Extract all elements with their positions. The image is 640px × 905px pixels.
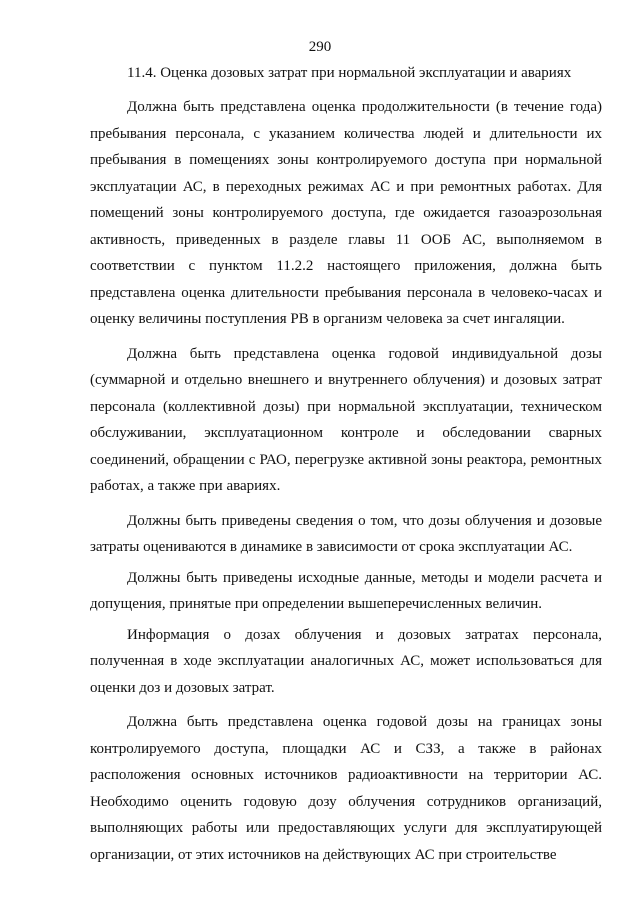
section-heading: 11.4. Оценка дозовых затрат при нормальной эксплуатации и авариях [127,65,572,81]
paragraph-analog-experience: Информация о дозах облучения и дозовых затратах персонала, полученная в ходе эксплуатации аналогичных АС, может использоваться для оценки доз и дозовых затрат. [90,626,602,696]
page-content [90,60,602,868]
paragraph-input-data: Должны быть приведены исходные данные, методы и модели расчета и допущения, принятые при определении вышеперечисленных величин. [90,569,602,612]
paragraph-dose-dynamics: Должны быть приведены сведения о том, что дозы облучения и дозовые затраты оцениваются в динамике в зависимости от срока эксплуатации АС. [90,512,602,555]
page-number: 290 [308,39,332,55]
paragraph-occupancy-estimate: Должна быть представлена оценка продолжительности (в течение года) пребывания персонала, с указанием количества людей и длительности их пребывания в помещениях зоны контролируемого доступа при нормальной эксплуатации АС, в переходных режимах АС и при ремонтных работах. Для помещений зоны контролируемого доступа, где ожидается газоаэрозольная активность, приведенных в разделе главы 11 ООБ АС, выполняемом в соответствии с пунктом 11.2.2 настоящего приложения, должна быть представлена оценка длительности пребывания персонала в человеко-часах и оценку величины поступления РВ в организм человека за счет ингаляции. [90,99,602,327]
paragraph-boundary-dose: Должна быть представлена оценка годовой дозы на границах зоны контролируемого доступа, площадки АС и СЗЗ, а также в районах расположения основных источников радиоактивности на территории АС. Необходимо оценить годовую дозу облучения сотрудников организаций, выполняющих работы или предоставляющих услуги для эксплуатирующей организации, от этих источников на действующих АС при строительстве [90,714,602,863]
paragraph-annual-dose: Должна быть представлена оценка годовой индивидуальной дозы (суммарной и отдельно внешнего и внутреннего облучения) и дозовых затрат персонала (коллективной дозы) при нормальной эксплуатации, техническом обслуживании, эксплуатационном контроле и обследовании сварных соединений, обращении с РАО, перегрузке активной зоны реактора, ремонтных работах, а также при авариях. [90,345,602,494]
